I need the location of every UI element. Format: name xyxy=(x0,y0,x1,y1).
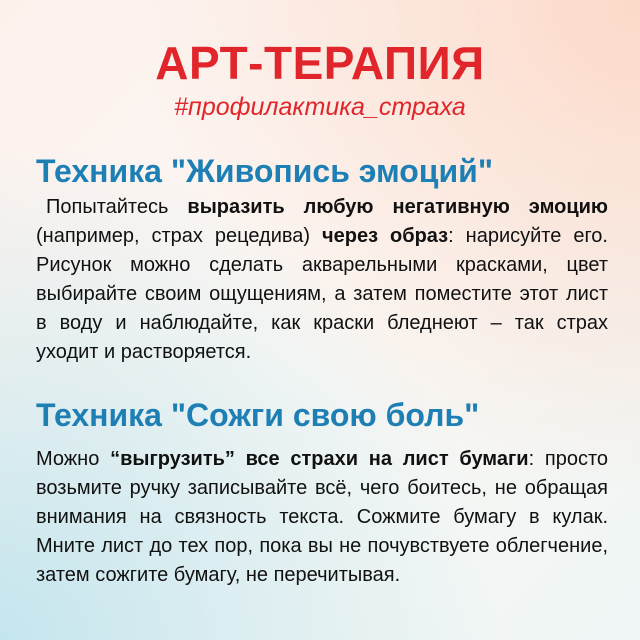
text-run: : просто возьмите ручку записывайте всё, чего боитесь, не обращая внимания на связность текста. Сожмите бумагу в кулак. Мните лист до тех пор, пока вы не почувствуете облегчение, затем сожгите бумагу, не перечитывая. xyxy=(36,448,609,586)
bold-run: выразить любую негативную эмоцию xyxy=(187,196,608,218)
bold-run: через образ xyxy=(322,225,449,247)
section-text-emotion-painting xyxy=(36,193,608,367)
text-run: Можно xyxy=(36,448,111,470)
text-run: Попытайтесь xyxy=(46,196,188,218)
section-heading-burn-your-pain: Техника "Сожги свою боль" xyxy=(36,397,480,433)
section-heading-emotion-painting: Техника "Живопись эмоций" xyxy=(36,153,493,189)
text-run: (например, страх рецедива) xyxy=(36,225,323,247)
section-text-burn-your-pain xyxy=(36,445,608,590)
page-title: АРТ-ТЕРАПИЯ xyxy=(155,37,485,89)
hashtag-subtitle: #профилактика_страха xyxy=(174,93,466,121)
bold-run: “выгрузить” все страхи на лист бумаги xyxy=(110,448,529,470)
text-run: : нарисуйте его. Рисунок можно сделать акварельными красками, цвет выбирайте своим ощущениям, а затем поместите этот лист в воду и наблюдайте, как краски бледнеют – так страх уходит и растворяется. xyxy=(36,225,608,363)
